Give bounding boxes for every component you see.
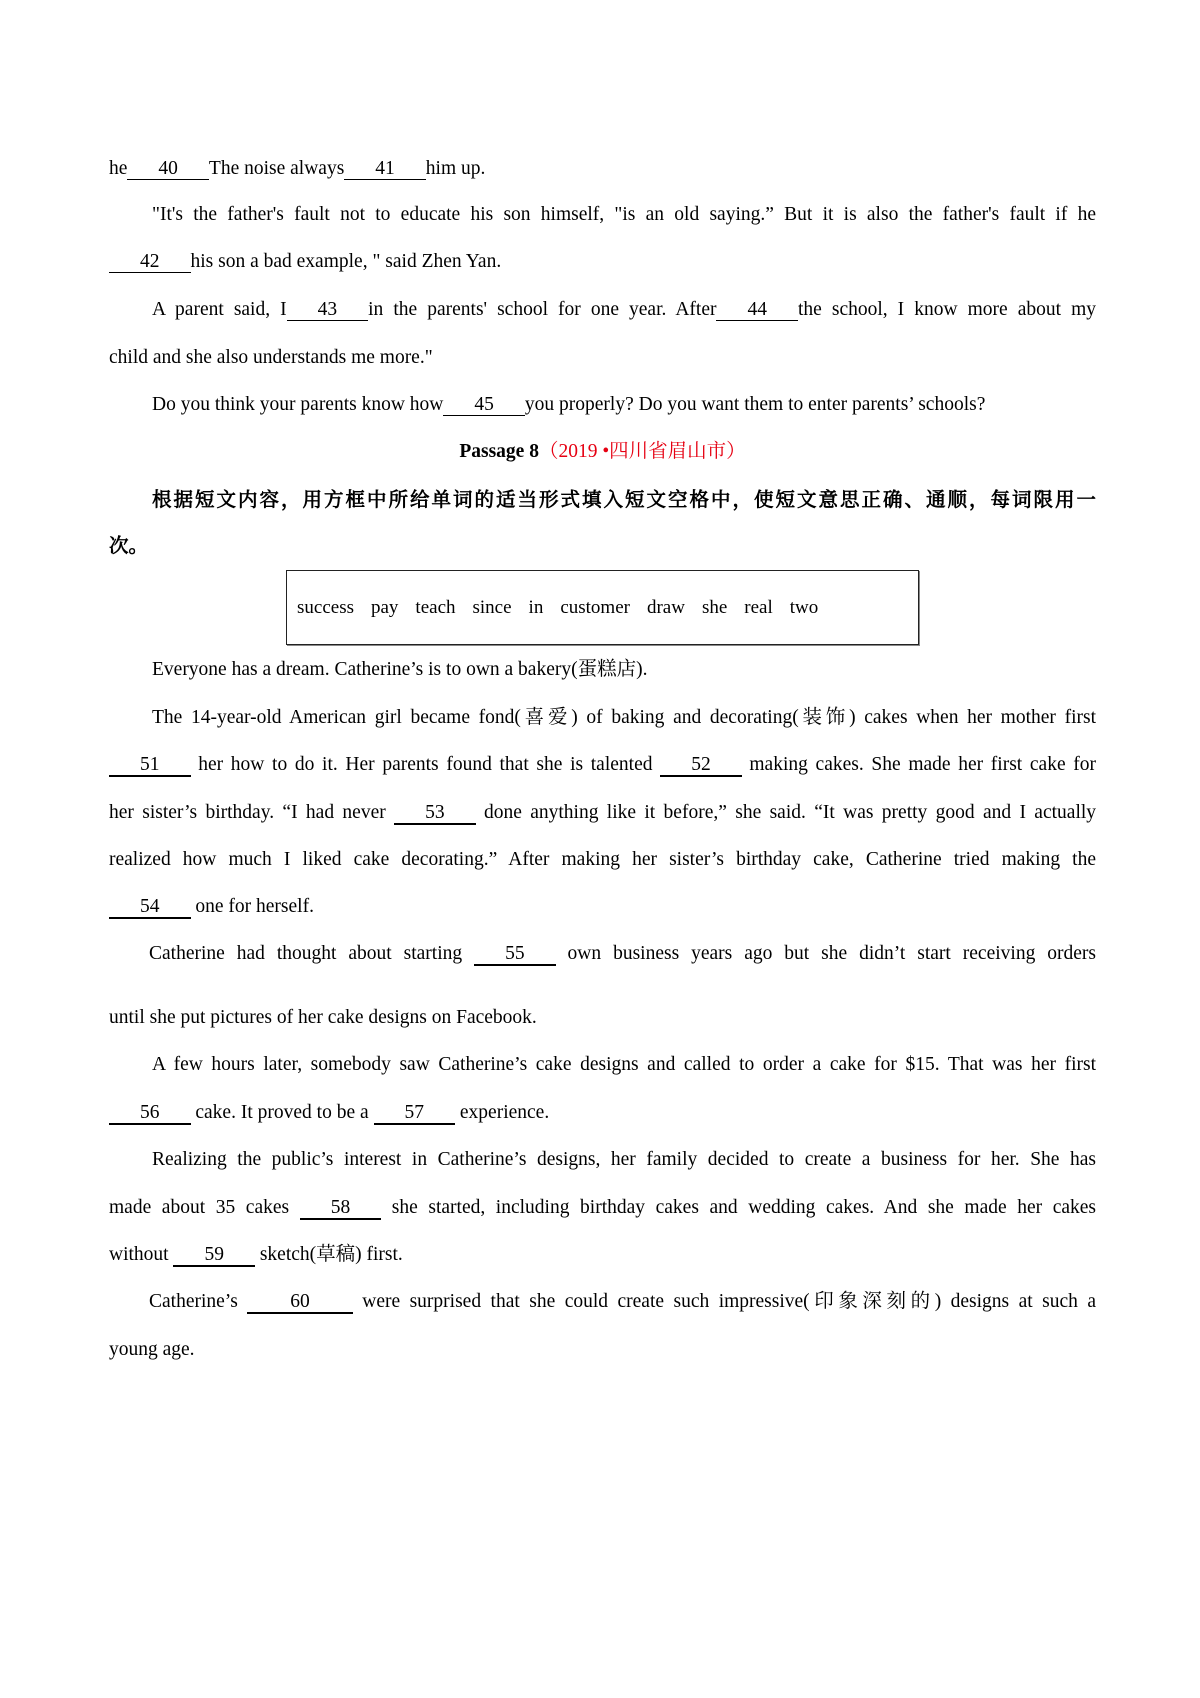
text-segment: own business years ago but she didn’t start receiving orders [567, 943, 1097, 964]
text-segment: she started, including birthday cakes and wedding cakes. And she made her cakes [391, 1197, 1097, 1218]
text-segment: realized how much I liked cake decorating.” After making her sister’s birthday cake, Catherine tried making the [109, 849, 1096, 870]
text-segment: his son a bad example, " said Zhen Yan. [190, 251, 502, 272]
blank-45: 45 [443, 395, 525, 416]
text-segment: child and she also understands me more." [109, 347, 433, 368]
text-line [109, 155, 1096, 183]
text-segment: you properly? Do you want them to enter parents’ schools? [524, 394, 986, 415]
text-line [109, 704, 1096, 732]
blank-57: 57 [374, 1103, 456, 1125]
text-segment: making cakes. She made her first cake for [749, 754, 1097, 775]
word-bank-item: draw [646, 596, 685, 618]
text-line [109, 656, 1096, 684]
word-bank-item: in [528, 596, 544, 618]
text-segment: in the parents' school for one year. After [368, 299, 717, 320]
text-segment: "It's the father's fault not to educate his son himself, "is an old saying.” But it is also the father's fault if he [152, 204, 1096, 225]
blank-55: 55 [474, 944, 556, 966]
text-line [109, 846, 1096, 874]
text-line [109, 940, 1096, 968]
word-bank-item: she [701, 596, 728, 618]
text-segment: sketch(草稿) first. [259, 1244, 403, 1265]
instruction-text: 根据短文内容，用方框中所给单词的适当形式填入短文空格中，使短文意思正确、通顺，每词限用一 [152, 490, 1096, 511]
text-segment: he [109, 158, 128, 179]
text-line [109, 1194, 1096, 1222]
word-bank-item: customer [560, 596, 630, 618]
text-segment: The noise always [208, 158, 345, 179]
text-segment: Catherine had thought about starting [149, 943, 463, 964]
blank-53: 53 [394, 803, 476, 825]
text-line [109, 1288, 1096, 1316]
text-segment: Everyone has a dream. Catherine’s is to own a bakery(蛋糕店). [152, 659, 648, 680]
text-line [109, 893, 1096, 921]
blank-40: 40 [127, 159, 209, 180]
word-bank-item: pay [370, 596, 399, 618]
text-segment: The 14-year-old American girl became fond(喜爱) of baking and decorating(装饰) cakes when her mother first [152, 707, 1096, 728]
text-line [109, 296, 1096, 324]
text-line [109, 344, 1096, 372]
text-segment: Catherine’s [149, 1291, 238, 1312]
passage-title: Passage 8 [459, 441, 539, 462]
instruction-text: 次。 [109, 536, 149, 557]
text-line [109, 1146, 1096, 1174]
blank-60: 60 [247, 1292, 353, 1314]
passage-heading [109, 438, 1096, 466]
blank-43: 43 [287, 300, 369, 321]
text-line [109, 201, 1096, 229]
text-line [109, 1241, 1096, 1269]
text-line [109, 751, 1096, 779]
text-segment: her how to do it. Her parents found that she is talented [198, 754, 653, 775]
blank-51: 51 [109, 755, 191, 777]
text-line [109, 1336, 1096, 1364]
text-segment: her sister’s birthday. “I had never [109, 802, 386, 823]
text-segment: cake. It proved to be a [195, 1102, 369, 1123]
instruction-line [109, 487, 1096, 515]
blank-52: 52 [660, 755, 742, 777]
word-bank-item: success [297, 596, 354, 618]
text-line [109, 248, 1096, 276]
text-segment: young age. [109, 1339, 195, 1360]
text-segment: experience. [459, 1102, 550, 1123]
text-segment: one for herself. [195, 896, 314, 917]
text-segment: him up. [425, 158, 486, 179]
text-line [109, 799, 1096, 827]
word-bank-item: teach [415, 596, 456, 618]
passage-source: （2019 •四川省眉山市） [538, 441, 746, 462]
blank-59: 59 [173, 1245, 255, 1267]
text-segment: Do you think your parents know how [152, 394, 444, 415]
blank-58: 58 [300, 1198, 382, 1220]
word-bank-item: real [744, 596, 773, 618]
text-line [109, 1004, 1096, 1032]
instruction-line [109, 533, 1096, 561]
word-bank-item: since [472, 596, 512, 618]
text-segment: the school, I know more about my [797, 299, 1096, 320]
blank-44: 44 [716, 300, 798, 321]
blank-42: 42 [109, 252, 191, 273]
text-segment: made about 35 cakes [109, 1197, 290, 1218]
text-line [109, 1051, 1096, 1079]
text-segment: done anything like it before,” she said. “It was pretty good and I actually [483, 802, 1097, 823]
text-segment: Realizing the public’s interest in Catherine’s designs, her family decided to create a business for her. She has [152, 1149, 1096, 1170]
blank-41: 41 [344, 159, 426, 180]
text-segment: A parent said, I [152, 299, 287, 320]
text-segment: A few hours later, somebody saw Catherine’s cake designs and called to order a cake for $15. That was her first [152, 1054, 1096, 1075]
blank-56: 56 [109, 1103, 191, 1125]
text-segment: were surprised that she could create such impressive(印象深刻的) designs at such a [362, 1291, 1097, 1312]
word-bank-item: two [789, 596, 819, 618]
text-segment: until she put pictures of her cake designs on Facebook. [109, 1007, 537, 1028]
text-line [109, 391, 1096, 419]
blank-54: 54 [109, 897, 191, 919]
text-line [109, 1099, 1096, 1127]
word-bank-box [286, 570, 919, 645]
text-segment: without [109, 1244, 169, 1265]
